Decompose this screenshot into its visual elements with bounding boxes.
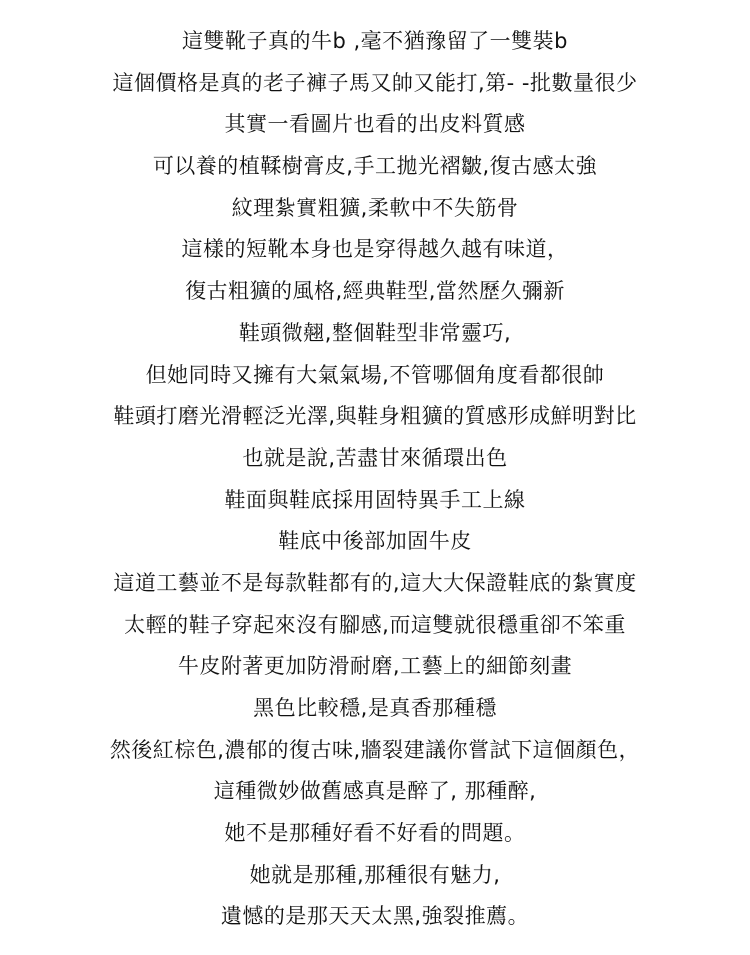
product-description [0,21,750,938]
text-line: 鞋底中後部加固牛皮 [278,529,472,554]
text-line: 這個價格是真的老子褲子馬又帥又能打,第- -批數量很少 [112,70,638,95]
text-line: 她不是那種好看不好看的問題。 [224,821,526,846]
text-line: 牛皮附著更加防滑耐磨,工藝上的細節刻畫 [177,654,573,679]
text-line: 這種微妙做舊感真是醉了, 那種醉, [213,779,537,804]
text-line: 太輕的鞋子穿起來沒有腳感,而這雙就很穩重卻不笨重 [124,612,626,637]
text-line: 鞋頭打磨光滑輕泛光澤,與鞋身粗獷的質感形成鮮明對比 [113,404,637,429]
text-line: 鞋面與鞋底採用固特異手工上線 [224,487,526,512]
text-line: 這雙靴子真的牛b ,毫不猶豫留了一雙裝b [181,29,568,53]
text-line: 其實一看圖片也看的出皮料質感 [224,112,526,137]
text-line: 紋理紮實粗獷,柔軟中不失筋骨 [231,195,519,220]
text-line: 然後紅棕色,濃郁的復古味,牆裂建議你嘗試下這個顏色， [109,737,641,762]
text-line: 黑色比較穩,是真香那種穩 [253,696,497,720]
text-line: 復古粗獷的風格,經典鞋型,當然歷久彌新 [185,279,565,304]
text-line: 這樣的短靴本身也是穿得越久越有味道， [181,237,569,262]
text-line: 也就是說,苦盡甘來循環出色 [242,445,508,470]
text-line: 鞋頭微翹,整個鞋型非常靈巧, [238,320,512,345]
text-line: 遺憾的是那天天太黑,強裂推薦。 [220,904,530,929]
text-line: 但她同時又擁有大氣氣場,不管哪個角度看都很帥 [145,362,605,387]
text-line: 可以養的植鞣樹膏皮,手工拋光褶皺,復古感太強 [152,154,598,179]
text-line: 這道工藝並不是每款鞋都有的,這大大保證鞋底的紮實度 [113,570,637,595]
text-line: 她就是那種,那種很有魅力, [249,862,501,887]
